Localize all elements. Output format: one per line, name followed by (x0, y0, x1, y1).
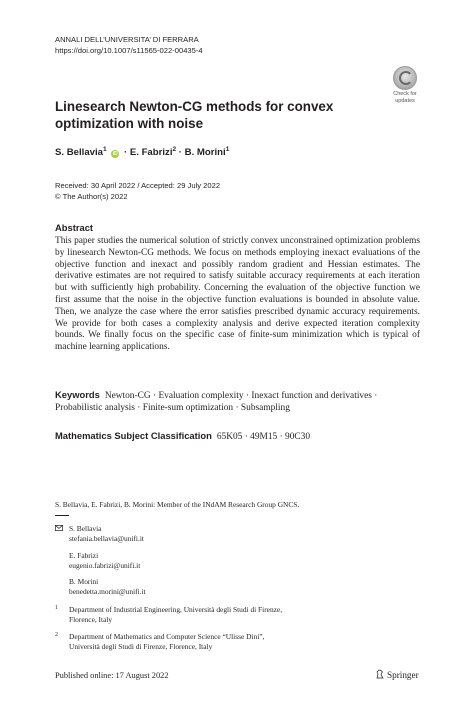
contact-entry (69, 551, 146, 572)
author-separator: · (123, 147, 128, 158)
contact-entry (69, 577, 146, 598)
author-affil-sup: 1 (225, 146, 230, 153)
author-affil-sup: 2 (172, 146, 177, 153)
springer-horse-icon (375, 669, 385, 679)
keywords-text: Newton-CG · Evaluation complexity · Inexact function and derivatives · Probabilistic analysis · Finite-sum optimization · Subsampling (55, 391, 378, 413)
check-updates-icon (393, 66, 417, 90)
published-online: Published online: 17 August 2022 (55, 671, 169, 680)
author-affil-sup: 1 (103, 146, 107, 153)
doi-link[interactable]: https://doi.org/10.1007/s11565-022-00435-4 (55, 46, 203, 55)
orcid-icon[interactable]: iD (112, 151, 118, 157)
copyright-line: © The Author(s) 2022 (55, 192, 128, 201)
contact-entry (69, 524, 146, 545)
affiliation-1 (55, 605, 283, 626)
footnote-rule (55, 515, 69, 516)
contact-email[interactable]: stefania.bellavia@unifi.it (69, 534, 144, 544)
paper-title: Linesearch Newton-CG methods for convex optimization with noise (55, 99, 334, 131)
contact-name: E. Fabrizi (69, 550, 99, 560)
author-name: E. Fabrizi (129, 147, 173, 158)
affiliation-line: Università degli Studi di Firenze, Florence, Italy (69, 642, 213, 652)
check-updates-label-1: Check for (393, 91, 417, 97)
contact-email[interactable]: eugenio.fabrizi@unifi.it (69, 560, 141, 570)
received-accepted: Received: 30 April 2022 / Accepted: 29 July 2022 (55, 181, 221, 190)
keywords-label: Keywords (55, 389, 100, 400)
affiliation-number: 2 (55, 632, 58, 638)
keywords (55, 389, 420, 415)
author-separator: · (178, 147, 182, 158)
article-dates (55, 180, 220, 202)
affiliation-number: 1 (55, 605, 58, 611)
check-updates-label-2: updates (395, 98, 415, 104)
abstract-heading: Abstract (55, 222, 94, 233)
publisher-name: Springer (387, 670, 419, 680)
author-list (55, 147, 229, 158)
journal-header (55, 34, 203, 56)
contact-name: S. Bellavia (69, 524, 102, 533)
msc-codes: 65K05 · 49M15 · 90C30 (216, 432, 311, 442)
abstract-text: This paper studies the numerical solution of strictly convex unconstrained optimization problems by linesearch Newton-CG methods. We focus on methods employing inexact evaluations of the objective function and inexact and possibly random gradient and Hessian estimates. The derivative estimates are not required to satisfy suitable accuracy requirements at each iteration but with sufficiently high probability. Concerning the evaluation of the objective function we first assume that the noise in the objective function evaluations is bounded in absolute value. Then, we analyze the case where the error satisfies prescribed dynamic accuracy requirements. We provide for both cases a complexity analysis and derive expected iteration complexity bounds. We finally focus on the specific case of finite-sum minimization which is typical of machine learning applications. (55, 236, 420, 353)
msc-classification (55, 430, 420, 444)
affiliation-line: Florence, Italy (69, 615, 113, 625)
contact-name: B. Morini (69, 577, 99, 587)
affiliation-line: Department of Industrial Engineering, Università degli Studi di Firenze, (69, 605, 283, 614)
contact-email[interactable]: benedetta.morini@unifi.it (69, 587, 146, 597)
msc-label: Mathematics Subject Classification (55, 430, 212, 441)
publisher-logo (375, 669, 419, 680)
contact-list (55, 524, 146, 604)
author-name: S. Bellavia (55, 147, 103, 158)
author-name: B. Morini (184, 147, 226, 158)
journal-name: ANNALI DELL’UNIVERSITA’ DI FERRARA (55, 35, 199, 44)
envelope-icon (55, 525, 63, 531)
affiliation-2 (55, 632, 265, 653)
affiliation-line: Department of Mathematics and Computer Science “Ulisse Dini”, (69, 632, 265, 641)
member-footnote: S. Bellavia, E. Fabrizi, B. Morini: Member of the INdAM Research Group GNCS. (55, 500, 300, 509)
